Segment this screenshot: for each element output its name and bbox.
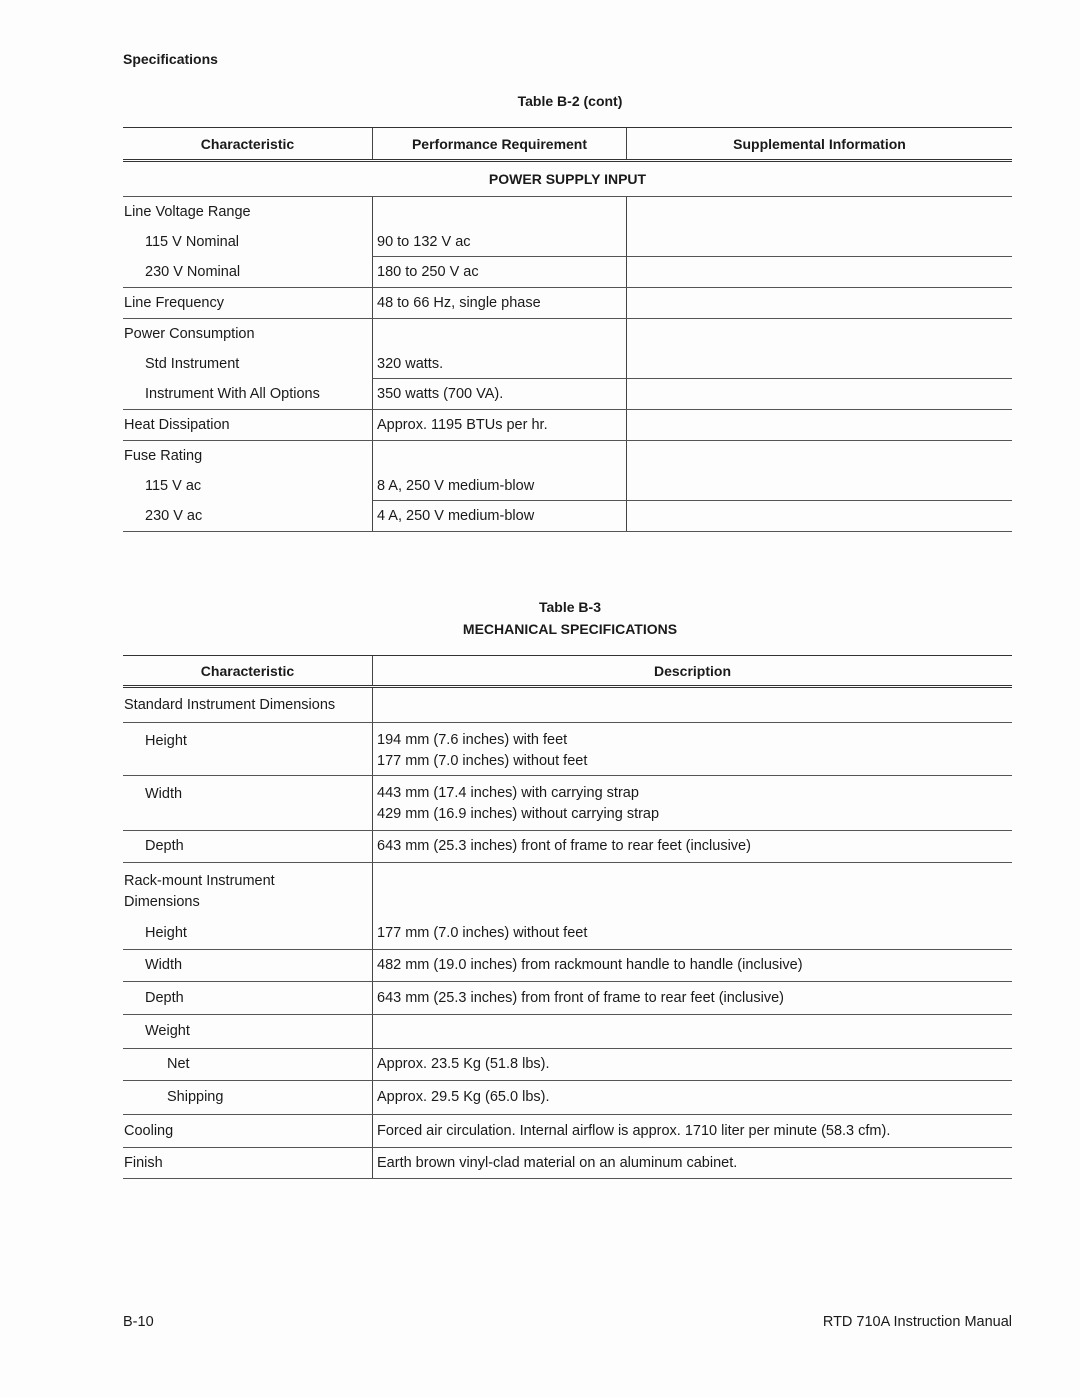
manual-title: RTD 710A Instruction Manual [822,1314,1012,1330]
table-row [123,471,1012,501]
characteristic-cell: 230 V ac [145,508,203,524]
table-b3-subtitle: MECHANICAL SPECIFICATIONS [462,621,678,637]
table-row [123,288,1012,319]
description-line: Approx. 29.5 Kg (65.0 lbs). [377,1089,550,1105]
table-b2-title: Table B-2 (cont) [517,93,623,109]
description-cell [372,1148,1012,1178]
col-supplemental: Supplemental Information [626,128,1012,159]
requirement-cell: 8 A, 250 V medium-blow [372,471,626,501]
table-row [123,950,1012,982]
characteristic-cell: Height [145,925,187,941]
section-power-supply: POWER SUPPLY INPUT [123,162,1012,197]
characteristic-cell: Instrument With All Options [145,386,320,402]
requirement-cell: 180 to 250 V ac [372,257,626,287]
table-row [123,349,1012,379]
characteristic-cell: Height [145,733,187,749]
table-row [123,1081,1012,1115]
table-row [123,410,1012,441]
characteristic-cell: Standard Instrument Dimensions [124,697,336,713]
col-description: Description [372,656,1012,685]
table-row [123,918,1012,950]
table-b3-title: Table B-3 [539,599,601,615]
characteristic-cell: Fuse Rating [124,448,203,464]
table-row [123,1115,1012,1148]
table-header [123,655,1012,688]
characteristic-cell: Cooling [124,1123,174,1139]
table-row [123,723,1012,776]
table-row [123,441,1012,471]
characteristic-cell: 115 V Nominal [145,234,240,250]
section-heading: Specifications [123,51,218,67]
supplemental-cell [626,501,1012,531]
requirement-cell: 350 watts (700 VA). [372,379,626,409]
description-line: 643 mm (25.3 inches) front of frame to rear feet (inclusive) [377,838,751,854]
characteristic-cell: Heat Dissipation [124,417,230,433]
description-cell [372,950,1012,981]
description-cell [372,982,1012,1014]
table-header [123,127,1012,162]
requirement-cell: 320 watts. [372,349,626,379]
table-row [123,1015,1012,1049]
characteristic-cell: Depth [145,990,184,1006]
supplemental-cell [626,227,1012,257]
supplemental-cell [626,288,1012,318]
table-row [123,863,1012,918]
col-performance: Performance Requirement [372,128,626,159]
table-row [123,197,1012,227]
characteristic-cell: Width [145,786,183,802]
description-line: Approx. 23.5 Kg (51.8 lbs). [377,1056,550,1072]
description-cell [372,776,1012,830]
description-line: 482 mm (19.0 inches) from rackmount handle to handle (inclusive) [377,957,803,973]
requirement-cell: Approx. 1195 BTUs per hr. [372,410,626,440]
table-row [123,982,1012,1015]
characteristic-cell: Width [145,957,183,973]
characteristic-cell: 115 V ac [145,478,202,494]
characteristic-cell: Depth [145,838,184,854]
requirement-cell: 48 to 66 Hz, single phase [372,288,626,318]
characteristic-cell: Finish [124,1155,163,1171]
supplemental-cell [626,410,1012,440]
supplemental-cell [626,349,1012,379]
col-characteristic: Characteristic [200,662,295,679]
description-line: 194 mm (7.6 inches) with feet [377,732,568,748]
supplemental-cell [626,471,1012,501]
characteristic-cell: 230 V Nominal [145,264,241,280]
supplemental-cell [626,441,1012,471]
description-cell [372,1081,1012,1114]
description-cell [372,723,1012,775]
supplemental-cell [626,379,1012,409]
description-line: 177 mm (7.0 inches) without feet [377,925,588,941]
description-line: 643 mm (25.3 inches) from front of frame to rear feet (inclusive) [377,990,784,1006]
description-cell [372,831,1012,862]
requirement-cell [372,441,626,471]
table-row [123,379,1012,410]
requirement-cell [372,197,626,227]
page-number: B-10 [123,1314,154,1330]
supplemental-cell [626,257,1012,287]
characteristic-cell: Std Instrument [145,356,240,372]
table-b2 [123,127,1012,532]
description-cell [372,1015,1012,1048]
col-characteristic: Characteristic [200,135,295,152]
requirement-cell [372,319,626,349]
characteristic-cell: Net [167,1056,190,1072]
description-cell [372,863,1012,918]
description-cell [372,1115,1012,1147]
supplemental-cell [626,319,1012,349]
table-row [123,688,1012,723]
description-line: 443 mm (17.4 inches) with carrying strap [377,785,639,801]
table-row [123,831,1012,863]
requirement-cell: 90 to 132 V ac [372,227,626,257]
table-row [123,319,1012,349]
supplemental-cell [626,197,1012,227]
table-row [123,257,1012,288]
table-row [123,227,1012,257]
description-line: 177 mm (7.0 inches) without feet [377,753,588,769]
characteristic-cell: Shipping [167,1089,224,1105]
description-cell [372,918,1012,949]
description-cell [372,1049,1012,1080]
characteristic-cell: Line Voltage Range [124,204,251,220]
description-line: 429 mm (16.9 inches) without carrying strap [377,806,660,822]
description-line: Earth brown vinyl-clad material on an aluminum cabinet. [377,1155,738,1171]
table-row [123,1148,1012,1179]
table-row [123,501,1012,532]
table-b3 [123,655,1012,1179]
characteristic-cell: Weight [145,1023,190,1039]
requirement-cell: 4 A, 250 V medium-blow [372,501,626,531]
table-row [123,776,1012,831]
description-line: Forced air circulation. Internal airflow is approx. 1710 liter per minute (58.3 cfm). [377,1123,891,1139]
characteristic-cell: Line Frequency [124,295,224,311]
description-cell [372,688,1012,722]
characteristic-cell: Rack-mount Instrument Dimensions [124,873,275,910]
table-row [123,1049,1012,1081]
characteristic-cell: Power Consumption [124,326,255,342]
